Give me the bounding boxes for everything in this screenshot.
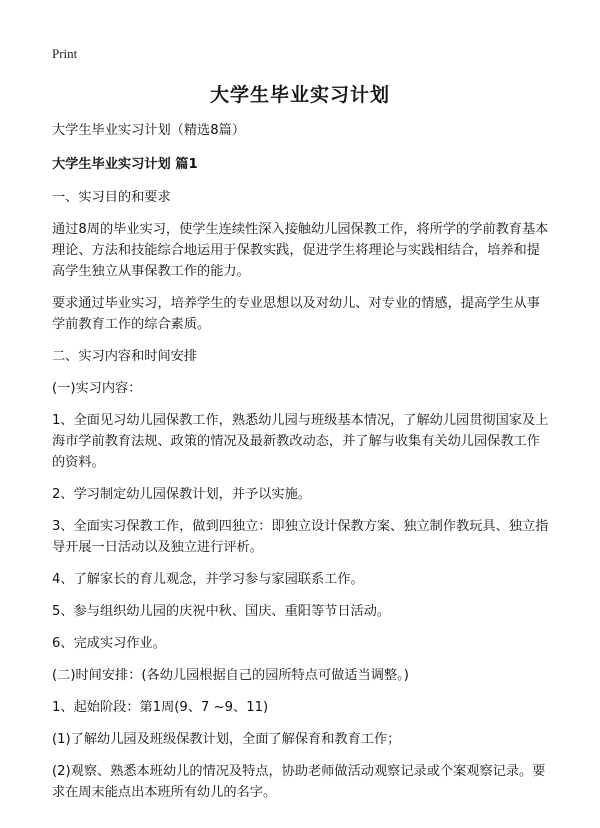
paragraph: 要求通过毕业实习，培养学生的专业思想以及对幼儿、对专业的情感，提高学生从事学前教育工作的综合素质。: [52, 296, 540, 332]
paragraph: (二)时间安排：(各幼儿园根据自己的园所特点可做适当调整。): [52, 668, 409, 683]
paragraph: 3、全面实习保教工作，做到四独立：即独立设计保教方案、独立制作教玩具、独立指导开展一日活动以及独立进行评析。: [52, 519, 549, 555]
section-heading: 大学生毕业实习计划 篇1: [52, 157, 198, 172]
paragraph: 1、全面见习幼儿园保教工作，熟悉幼儿园与班级基本情况，了解幼儿园贯彻国家及上海市学前教育法规、政策的情况及最新教改动态，并了解与收集有关幼儿园保教工作的资料。: [52, 413, 549, 470]
paragraph: 通过8周的毕业实习，使学生连续性深入接触幼儿园保教工作，将所学的学前教育基本理论、方法和技能综合地运用于保教实践，促进学生将理论与实践相结合，培养和提高学生独立从事保教工作的能力。: [52, 222, 549, 279]
paragraph: (一)实习内容：: [52, 381, 142, 396]
paragraph-purpose-heading: 一、实习目的和要求: [52, 190, 171, 205]
document-subtitle: 大学生毕业实习计划（精选8篇）: [52, 123, 246, 138]
paragraph: 2、学习制定幼儿园保教计划，并予以实施。: [52, 487, 311, 502]
paragraph: 6、完成实习作业。: [52, 636, 166, 651]
paragraph: 5、参与组织幼儿园的庆祝中秋、国庆、重阳等节日活动。: [52, 604, 391, 619]
page-title: 大学生毕业实习计划: [209, 84, 390, 106]
document-body: [52, 120, 552, 814]
paragraph: 1、起始阶段：第1周(9、7 ~9、11): [52, 700, 269, 715]
print-link[interactable]: Print: [52, 46, 78, 61]
paragraph: (2)观察、熟悉本班幼儿的情况及特点，协助老师做活动观察记录或个案观察记录。要求在周末能点出本班所有幼儿的名字。: [52, 764, 546, 800]
paragraph-content-heading: 二、实习内容和时间安排: [52, 349, 198, 364]
paragraph: 4、了解家长的育儿观念，并学习参与家园联系工作。: [52, 572, 364, 587]
paragraph: (1)了解幼儿园及班级保教计划，全面了解保育和教育工作；: [52, 732, 401, 747]
